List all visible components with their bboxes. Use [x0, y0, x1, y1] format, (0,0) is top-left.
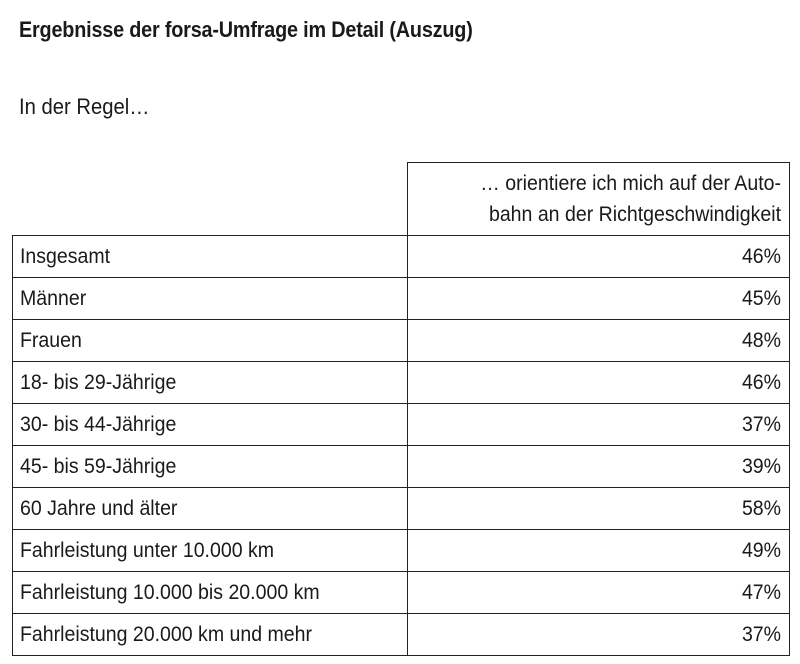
row-label: Fahrleistung unter 10.000 km	[20, 538, 275, 562]
row-value: 58%	[741, 496, 781, 520]
row-label: Männer	[20, 286, 87, 310]
row-value: 37%	[741, 622, 781, 646]
row-label: Fahrleistung 10.000 bis 20.000 km	[20, 580, 320, 604]
row-value: 39%	[741, 454, 781, 478]
table-row	[13, 320, 790, 362]
document-subtitle: In der Regel…	[19, 94, 150, 119]
table-corner-cell	[13, 163, 408, 236]
row-value: 46%	[741, 370, 781, 394]
table-row	[13, 572, 790, 614]
row-label: Fahrleistung 20.000 km und mehr	[20, 622, 313, 646]
table-row	[13, 362, 790, 404]
table-row	[13, 530, 790, 572]
row-value: 46%	[741, 244, 781, 268]
table-row	[13, 614, 790, 656]
row-value: 45%	[741, 286, 781, 310]
column-header-line1: … orientiere ich mich auf der Auto-	[480, 172, 781, 195]
table-row	[13, 236, 790, 278]
row-label: 18- bis 29-Jährige	[20, 370, 177, 394]
table-row	[13, 446, 790, 488]
column-header	[408, 163, 790, 236]
results-table	[12, 162, 790, 656]
row-value: 47%	[741, 580, 781, 604]
row-label: 45- bis 59-Jährige	[20, 454, 177, 478]
row-value: 49%	[741, 538, 781, 562]
column-header-line2: bahn an der Richtgeschwindigkeit	[488, 203, 781, 226]
table-row	[13, 488, 790, 530]
row-label: Frauen	[20, 328, 82, 352]
table-header-row	[13, 163, 790, 236]
row-label: Insgesamt	[20, 244, 111, 268]
row-value: 48%	[741, 328, 781, 352]
row-label: 60 Jahre und älter	[20, 496, 178, 520]
table-row	[13, 278, 790, 320]
row-label: 30- bis 44-Jährige	[20, 412, 177, 436]
document-title: Ergebnisse der forsa-Umfrage im Detail (Auszug)	[19, 17, 473, 42]
row-value: 37%	[741, 412, 781, 436]
table-row	[13, 404, 790, 446]
